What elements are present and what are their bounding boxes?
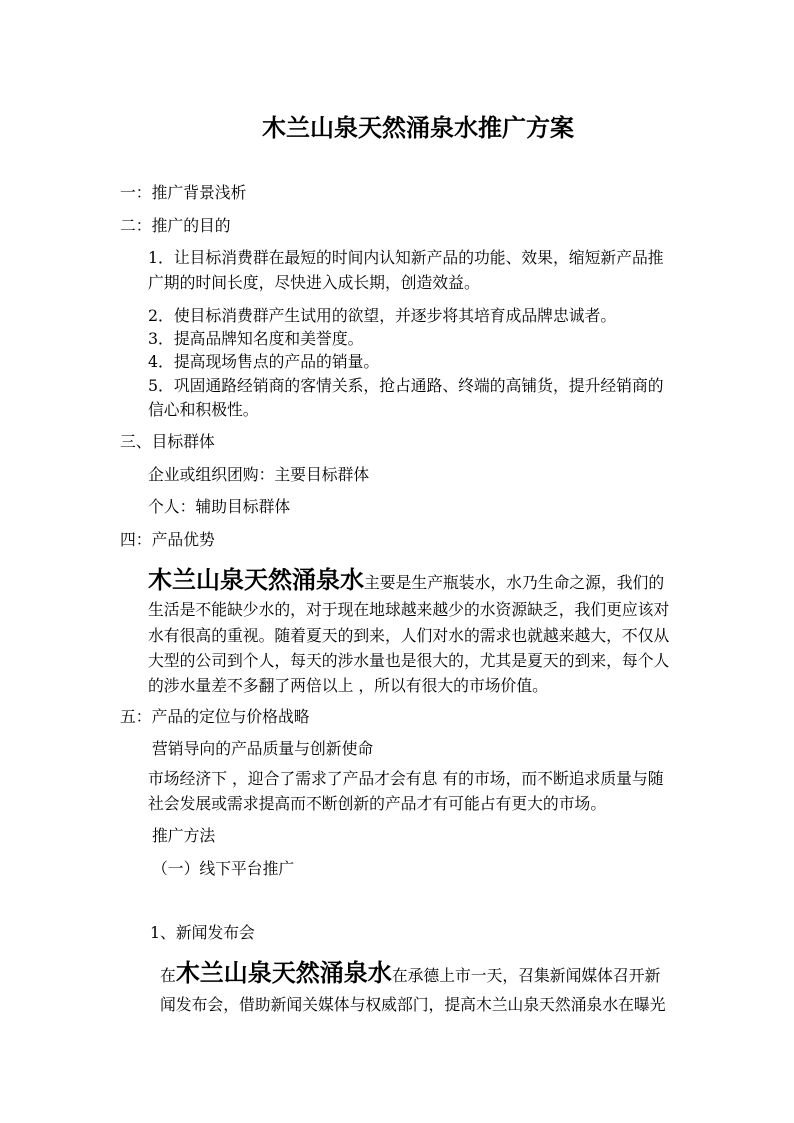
press-brand-name: 木兰山泉天然涌泉水: [175, 958, 392, 987]
goal-5-line-1: 5．巩固通路经销商的客情关系，抢占通路、终端的高铺货，提升经销商的: [148, 376, 664, 395]
advantages-line-5: 的涉水量差不多翻了两倍以上 ，所以有很大的市场价值。: [148, 676, 548, 695]
advantages-line-1: [148, 566, 664, 594]
section-heading-background: 一：推广背景浅析: [120, 183, 247, 202]
goal-1-line-1: 1．让目标消费群在最短的时间内认知新产品的功能、效果，缩短新产品推: [148, 248, 664, 267]
offline-heading: （一）线下平台推广: [152, 859, 295, 878]
brand-name: 木兰山泉天然涌泉水: [148, 565, 364, 594]
positioning-subheading: 营销导向的产品质量与创新使命: [152, 739, 374, 758]
goal-2: 2．使目标消费群产生试用的欲望，并逐步将其培育成品牌忠诚者。: [148, 306, 617, 325]
positioning-line-2: 社会发展或需求提高而不断创新的产品才有可能占有更大的市场。: [148, 794, 607, 813]
press-line-2: 闻发布会，借助新闻关媒体与权威部门，提高木兰山泉天然涌泉水在曝光: [160, 995, 666, 1014]
goal-1-line-2: 广期的时间长度，尽快进入成长期，创造效益。: [148, 273, 480, 292]
target-group-1: 企业或组织团购：主要目标群体: [148, 465, 370, 484]
section-heading-target-groups: 三、目标群体: [120, 432, 215, 451]
section-heading-goals: 二：推广的目的: [120, 216, 231, 235]
advantages-line-4: 大型的公司到个人，每天的涉水量也是很大的，尤其是夏天的到来，每个人: [148, 651, 670, 670]
press-line-1: [160, 959, 660, 987]
press-line-1-text: 在承德上市一天，召集新闻媒体召开新: [391, 966, 661, 985]
goal-4: 4．提高现场售点的产品的销量。: [148, 352, 380, 371]
methods-heading: 推广方法: [152, 826, 216, 845]
document-title: 木兰山泉天然涌泉水推广方案: [262, 113, 574, 142]
goal-3: 3．提高品牌知名度和美誉度。: [148, 329, 364, 348]
target-group-2: 个人：辅助目标群体: [148, 497, 291, 516]
section-heading-positioning: 五：产品的定位与价格战略: [120, 707, 310, 726]
press-conference-heading: 1、新闻发布会: [150, 923, 255, 942]
advantages-line-2: 生活是不能缺少水的，对于现在地球越来越少的水资源缺乏，我们更应该对: [148, 600, 670, 619]
goal-5-line-2: 信心和积极性。: [148, 400, 259, 419]
positioning-line-1: 市场经济下 ，迎合了需求了产品才会有息 有的市场，而不断追求质量与随: [148, 769, 664, 788]
press-prefix: 在: [160, 966, 176, 985]
advantages-line-1-text: 主要是生产瓶装水，水乃生命之源，我们的: [364, 573, 665, 592]
section-heading-advantages: 四：产品优势: [120, 530, 215, 549]
advantages-line-3: 水有很高的重视。随着夏天的到来，人们对水的需求也就越来越大，不仅从: [148, 626, 670, 645]
